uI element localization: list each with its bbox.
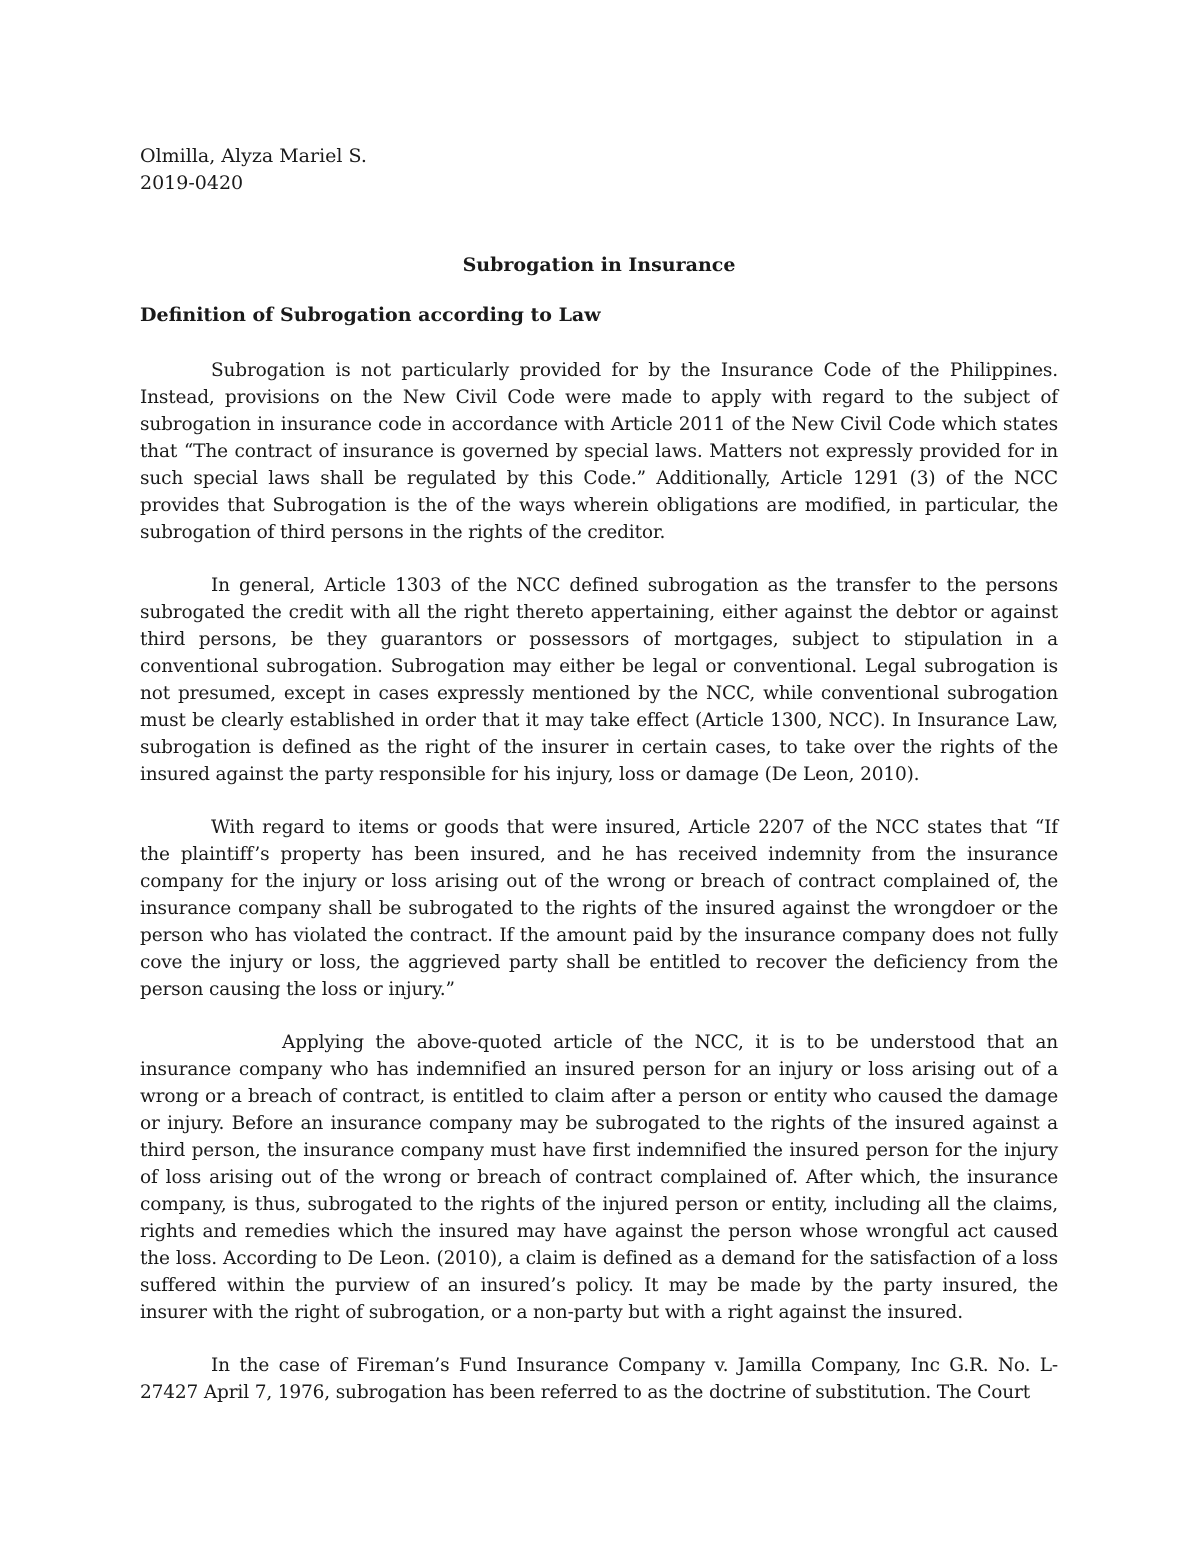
paragraph-4: Applying the above-quoted article of the NCC, it is to be understood that an insurance company who has indemnified an insured person for an injury or loss arising out of a wrong or a breach of contract, is entitled to claim after a person or entity who caused the damage or injury. Before an insurance company may be subrogated to the rights of the insured against a third person, the insurance company must have first indemnified the insured person for the injury of loss arising out of the wrong or breach of contract complained of. After which, the insurance company, is thus, subrogated to the rights of the injured person or entity, including all the claims, rights and remedies which the insured may have against the person whose wrongful act caused the loss. According to De Leon. (2010), a claim is defined as a demand for the satisfaction of a loss suffered within the purview of an insured’s policy. It may be made by the party insured, the insurer with the right of subrogation, or a non-party but with a right against the insured. bbox=[140, 1032, 1058, 1323]
paragraph-3: With regard to items or goods that were insured, Article 2207 of the NCC states that “If the plaintiff’s property has been insured, and he has received indemnity from the insurance company for the injury or loss arising out of the wrong or breach of contract complained of, the insurance company shall be subrogated to the rights of the insured against the wrongdoer or the person who has violated the contract. If the amount paid by the insurance company does not fully cove the injury or loss, the aggrieved party shall be entitled to recover the deficiency from the person causing the loss or injury.” bbox=[140, 817, 1058, 1000]
document-title: Subrogation in Insurance bbox=[462, 254, 736, 276]
section-heading: Definition of Subrogation according to Law bbox=[140, 304, 601, 326]
student-id: 2019-0420 bbox=[140, 172, 244, 194]
author-name: Olmilla, Alyza Mariel S. bbox=[140, 145, 367, 167]
paragraph-2: In general, Article 1303 of the NCC defined subrogation as the transfer to the persons subrogated the credit with all the right thereto appertaining, either against the debtor or against third persons, be they guarantors or possessors of mortgages, subject to stipulation in a conventional subrogation. Subrogation may either be legal or conventional. Legal subrogation is not presumed, except in cases expressly mentioned by the NCC, while conventional subrogation must be clearly established in order that it may take effect (Article 1300, NCC). In Insurance Law, subrogation is defined as the right of the insurer in certain cases, to take over the rights of the insured against the party responsible for his injury, loss or damage (De Leon, 2010). bbox=[140, 575, 1058, 785]
paragraph-1: Subrogation is not particularly provided for by the Insurance Code of the Philippines. Instead, provisions on the New Civil Code were made to apply with regard to the subject of subrogation in insurance code in accordance with Article 2011 of the New Civil Code which states that “The contract of insurance is governed by special laws. Matters not expressly provided for in such special laws shall be regulated by this Code.” Additionally, Article 1291 (3) of the NCC provides that Subrogation is the of the ways wherein obligations are modified, in particular, the subrogation of third persons in the rights of the creditor. bbox=[140, 360, 1058, 543]
document-page bbox=[140, 143, 1058, 1406]
paragraph-5: In the case of Fireman’s Fund Insurance Company v. Jamilla Company, Inc G.R. No. L-27427 April 7, 1976, subrogation has been referred to as the doctrine of substitution. The Court bbox=[140, 1355, 1058, 1403]
